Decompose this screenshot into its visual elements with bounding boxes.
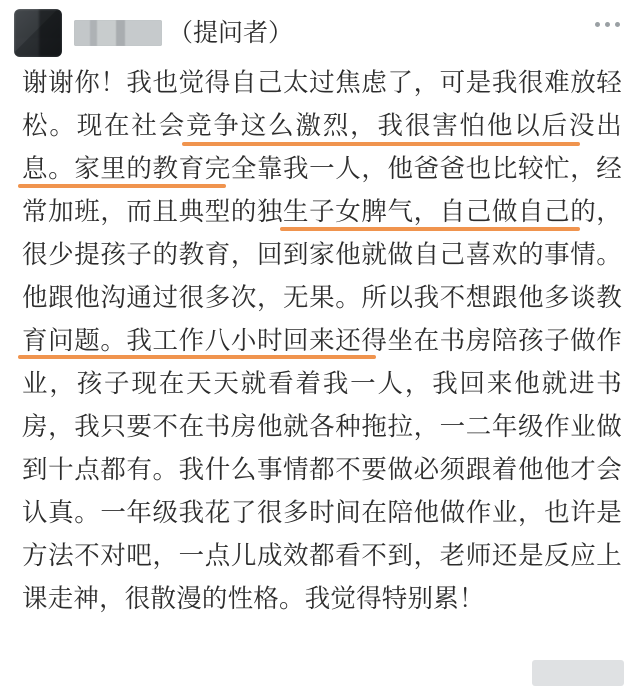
highlight-underline-2 (280, 227, 580, 231)
more-options-icon[interactable] (595, 22, 620, 27)
post-content-text: 谢谢你！我也觉得自己太过焦虑了，可是我很难放轻松。现在社会竞争这么激烈，我很害怕他以后没出息。家里的教育完全靠我一人，他爸爸也比较忙，经常加班，而且典型的独生子女脾气，自己做自己的，很少提孩子的教育，回到家他就做自己喜欢的事情。他跟他沟通过很多次，无果。所以我不想跟他多谈教育问题。我工作八小时回来还得坐在书房陪孩子做作业，孩子现在天天就看着我一人，我回来他就进书房，我只要不在书房他就各种拖拉，一二年级作业做到十点都有。我什么事情都不要做必须跟着他他才会认真。一年级我花了很多时间在陪他做作业，也许是方法不对吧，一点儿成效都看不到，老师还是反应上课走神，很散漫的性格。我觉得特别累！ (22, 69, 622, 613)
highlight-underline-1b (18, 184, 226, 188)
avatar[interactable] (14, 9, 62, 57)
highlight-underline-3 (18, 355, 376, 359)
highlight-underline-1a (182, 142, 580, 146)
author-role-tag: （提问者） (168, 18, 294, 47)
author-name-redacted (74, 20, 162, 46)
post-header (0, 0, 640, 62)
watermark (532, 660, 624, 686)
author-info (74, 20, 293, 46)
post-body (0, 62, 640, 621)
